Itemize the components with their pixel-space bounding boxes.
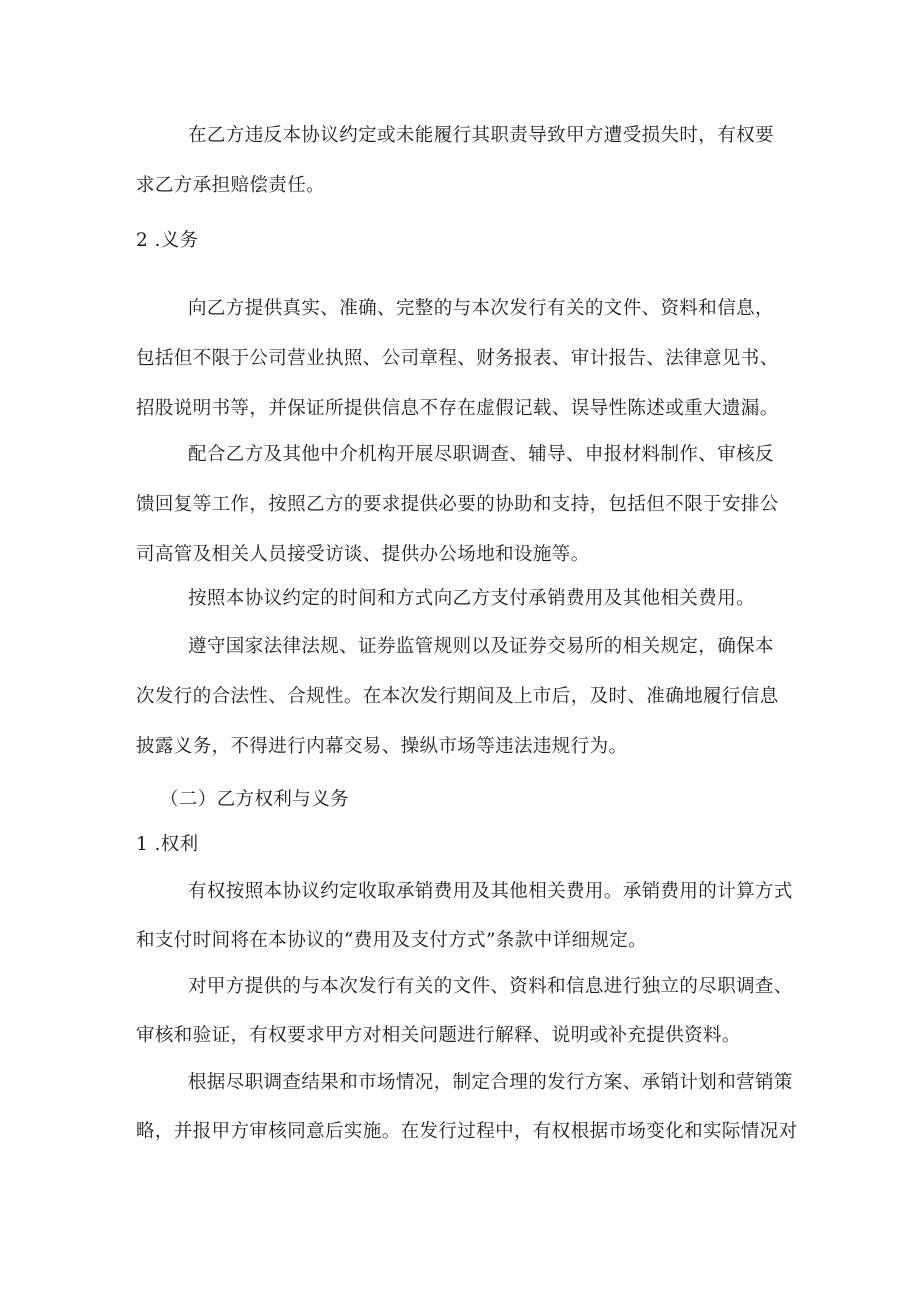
text-line: 次发行的合法性、合规性。在本次发行期间及上市后，及时、准确地履行信息 — [136, 686, 779, 707]
text-line: 馈回复等工作，按照乙方的要求提供必要的协助和支持，包括但不限于安排公 — [136, 494, 779, 515]
text-line: 审核和验证，有权要求甲方对相关问题进行解释、说明或补充提供资料。 — [136, 1025, 741, 1046]
text-line: 在乙方违反本协议约定或未能履行其职责导致甲方遭受损失时，有权要 — [188, 125, 774, 146]
heading-text: 1 .权利 — [136, 834, 199, 855]
text-line: 按照本协议约定的时间和方式向乙方支付承销费用及其他相关费用。 — [188, 588, 756, 609]
heading-text: 2 .义务 — [136, 230, 199, 251]
text-line: 披露义务，不得进行内幕交易、操纵市场等违法违规行为。 — [136, 736, 628, 757]
text-line: 求乙方承担赔偿责任。 — [136, 175, 326, 196]
text-line: 配合乙方及其他中介机构开展尽职调查、辅导、申报材料制作、审核反 — [188, 444, 774, 465]
heading-text: （二）乙方权利与义务 — [160, 789, 350, 810]
text-line: 遵守国家法律法规、证券监管规则以及证券交易所的相关规定，确保本 — [188, 636, 774, 657]
text-line: 包括但不限于公司营业执照、公司章程、财务报表、审计报告、法律意见书、 — [136, 348, 779, 369]
text-line: 有权按照本协议约定收取承销费用及其他相关费用。承销费用的计算方式 — [188, 881, 793, 902]
text-line: 和支付时间将在本协议的“费用及支付方式”条款中详细规定。 — [136, 930, 648, 951]
text-line: 根据尽职调查结果和市场情况，制定合理的发行方案、承销计划和营销策 — [188, 1072, 793, 1093]
text-line: 对甲方提供的与本次发行有关的文件、资料和信息进行独立的尽职调查、 — [188, 976, 793, 997]
text-line: 向乙方提供真实、准确、完整的与本次发行有关的文件、资料和信息， — [188, 298, 774, 319]
text-line: 司高管及相关人员接受访谈、提供办公场地和设施等。 — [136, 544, 590, 565]
text-line: 略，并报甲方审核同意后实施。在发行过程中，有权根据市场变化和实际情况对 — [136, 1121, 798, 1142]
text-line: 招股说明书等，并保证所提供信息不存在虚假记载、误导性陈述或重大遗漏。 — [136, 398, 779, 419]
